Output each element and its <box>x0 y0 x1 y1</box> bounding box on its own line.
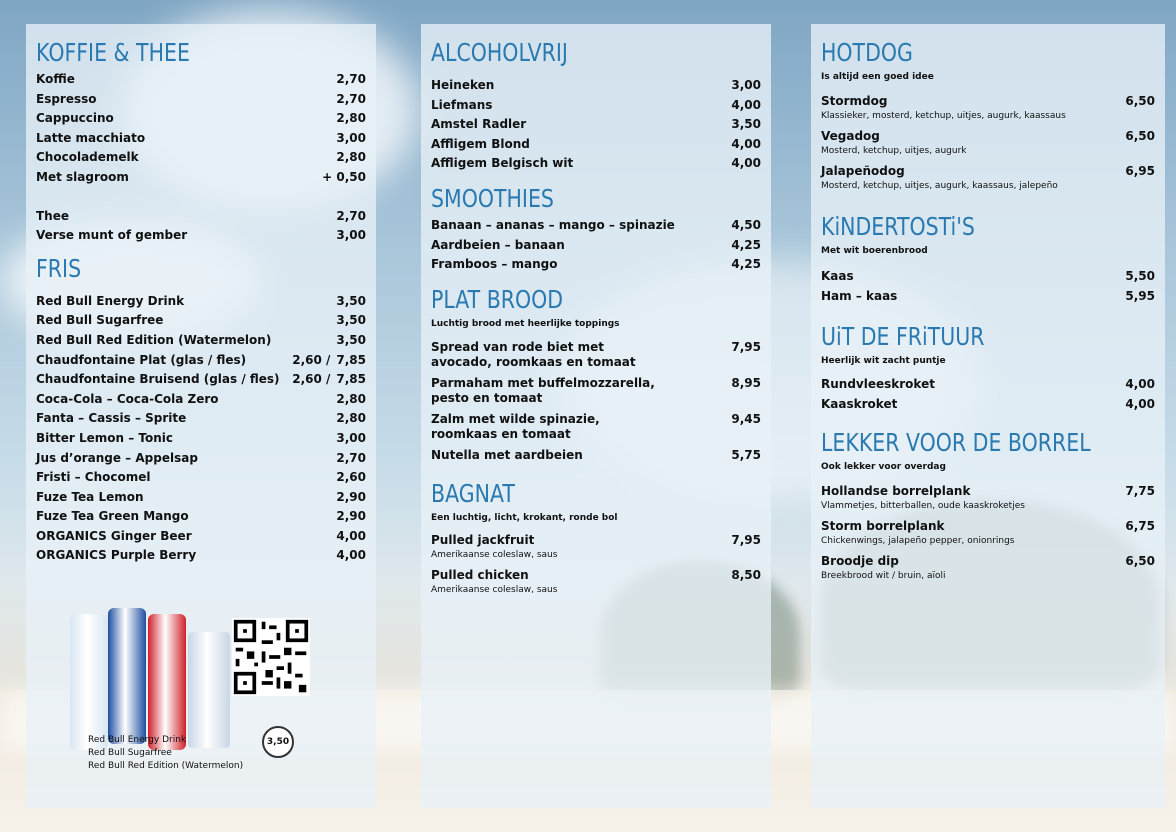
item-name: Spread van rode biet met avocado, roomkaas en tomaat <box>431 339 636 369</box>
item-name: Broodje dip <box>821 554 899 569</box>
item-price: 6,50 <box>1125 554 1155 569</box>
item-price: 2,90 <box>336 509 366 524</box>
item-price: 6,95 <box>1125 164 1155 178</box>
item-price: 3,00 <box>336 430 366 445</box>
item-price: 7,95 <box>731 532 761 547</box>
item-name: Jalapeñodog <box>821 164 905 178</box>
item-price: 2,70 <box>336 208 366 223</box>
menu-item <box>431 76 761 96</box>
item-price: 3,50 <box>336 313 366 328</box>
item-name: Met slagroom <box>36 169 129 184</box>
item-price: 7,95 <box>731 339 761 354</box>
item-name: Red Bull Red Edition (Watermelon) <box>36 332 272 347</box>
menu-list <box>36 70 366 188</box>
item-name: Parmaham met buffelmozzarella, pesto en tomaat <box>431 375 655 405</box>
menu-item <box>36 129 366 149</box>
menu-item <box>36 292 366 312</box>
item-name: ORGANICS Purple Berry <box>36 548 197 563</box>
item-description: Vlammetjes, bitterballen, oude kaaskroketjes <box>821 501 1025 512</box>
menu-list-multiline <box>431 340 761 463</box>
section-title-plat-brood: PLAT BROOD <box>431 284 564 314</box>
red-bull-cans-image <box>70 604 240 750</box>
item-price: 4,00 <box>731 97 761 112</box>
item-name: Bitter Lemon – Tonic <box>36 430 174 445</box>
menu-item <box>36 449 366 469</box>
item-price: 6,50 <box>1125 94 1155 108</box>
menu-item <box>431 340 761 370</box>
item-name: Red Bull Energy Drink <box>36 293 185 308</box>
item-name: Chaudfontaine Bruisend (glas / fles) <box>36 372 280 387</box>
item-price: 3,50 <box>336 332 366 347</box>
item-name: Banaan – ananas – mango – spinazie <box>431 217 675 232</box>
item-name: Fanta – Cassis – Sprite <box>36 411 187 426</box>
promo-line: Red Bull Red Edition (Watermelon) <box>88 761 244 771</box>
item-price: 5,95 <box>1125 288 1155 303</box>
item-price: 6,50 <box>1125 129 1155 143</box>
menu-list <box>821 375 1155 414</box>
item-price: 2,60 <box>336 470 366 485</box>
item-name: Chocolademelk <box>36 150 139 165</box>
item-price: 8,95 <box>731 375 761 390</box>
item-name: Zalm met wilde spinazie, roomkaas en tomaat <box>431 411 600 441</box>
item-name: ORGANICS Ginger Beer <box>36 528 192 543</box>
item-name: Thee <box>36 208 70 223</box>
item-description: Amerikaanse coleslaw, saus <box>431 549 558 560</box>
menu-item <box>36 331 366 351</box>
item-description: Amerikaanse coleslaw, saus <box>431 584 558 595</box>
item-price <box>292 351 366 371</box>
menu-item <box>431 154 761 174</box>
menu-item <box>821 163 1155 192</box>
item-price: 3,00 <box>731 78 761 92</box>
menu-item <box>431 96 761 116</box>
menu-list <box>821 267 1155 306</box>
section-subtitle: Luchtig brood met heerlijke toppings <box>431 318 620 329</box>
menu-item <box>36 148 366 168</box>
item-price: 3,00 <box>336 228 366 243</box>
menu-item <box>36 488 366 508</box>
menu-item <box>821 287 1155 307</box>
can-blue <box>108 608 146 744</box>
section-title-frituur: UiT DE FRiTUUR <box>821 322 985 352</box>
item-name: Chaudfontaine Plat (glas / fles) <box>36 352 247 367</box>
menu-item <box>36 468 366 488</box>
item-name: Verse munt of gember <box>36 228 188 243</box>
item-name: Pulled jackfruit <box>431 532 535 547</box>
item-price: 3,00 <box>336 130 366 145</box>
item-name: Kaaskroket <box>821 396 898 411</box>
section-title-borrel: LEKKER VOOR DE BORREL <box>821 428 1091 458</box>
item-price: 2,80 <box>336 150 366 165</box>
section-title-hotdog: HOTDOG <box>821 38 913 67</box>
menu-item <box>36 311 366 331</box>
menu-item <box>36 370 366 390</box>
item-name: Nutella met aardbeien <box>431 447 583 462</box>
item-description: Mosterd, ketchup, uitjes, augurk <box>821 146 967 156</box>
menu-column-3 <box>811 24 1165 808</box>
item-description: Mosterd, ketchup, uitjes, augurk, kaassaus, jalepeño <box>821 181 1058 191</box>
menu-item <box>821 375 1155 395</box>
menu-item <box>36 351 366 371</box>
menu-item-header <box>821 93 1155 110</box>
menu-item <box>821 553 1155 582</box>
item-price: 2,80 <box>336 411 366 426</box>
menu-item <box>431 236 761 256</box>
section-subtitle: Met wit boerenbrood <box>821 246 928 256</box>
menu-list <box>431 216 761 275</box>
menu-list-desc <box>821 93 1155 192</box>
item-price: 2,90 <box>336 489 366 504</box>
menu-item <box>36 207 366 227</box>
menu-item-header <box>821 128 1155 145</box>
promo-caption <box>88 734 243 773</box>
item-name: Latte macchiato <box>36 130 146 145</box>
menu-item-header <box>821 163 1155 180</box>
item-price: 4,00 <box>336 548 366 563</box>
item-price: 2,80 <box>336 111 366 126</box>
qr-code[interactable] <box>232 618 310 696</box>
section-subtitle: Heerlijk wit zacht puntje <box>821 356 946 367</box>
item-name: Storm borrelplank <box>821 519 945 534</box>
section-subtitle: Is altijd een goed idee <box>821 72 934 82</box>
item-name: Affligem Belgisch wit <box>431 156 574 171</box>
can-silver <box>70 614 108 750</box>
menu-item <box>36 70 366 90</box>
menu-item-header <box>821 518 1155 535</box>
promo-price-badge: 3,50 <box>262 726 294 758</box>
item-name: Pulled chicken <box>431 567 529 582</box>
section-title-alcoholvrij: ALCOHOLVRIJ <box>431 38 568 67</box>
menu-item <box>36 429 366 449</box>
item-name: Hollandse borrelplank <box>821 484 971 499</box>
menu-list-desc <box>431 532 761 596</box>
menu-item <box>36 90 366 110</box>
item-price: 4,00 <box>731 136 761 151</box>
menu-item <box>36 226 366 246</box>
menu-item <box>821 483 1155 512</box>
item-price: 7,75 <box>1125 484 1155 499</box>
menu-item <box>821 395 1155 415</box>
item-name: Red Bull Sugarfree <box>36 313 164 328</box>
menu-item-header <box>431 567 761 584</box>
section-subtitle: Ook lekker voor overdag <box>821 462 946 473</box>
menu-item <box>36 409 366 429</box>
item-name: Stormdog <box>821 94 888 108</box>
item-price-bottle: 7,85 <box>336 372 366 387</box>
item-description: Klassieker, mosterd, ketchup, uitjes, augurk, kaassaus <box>821 111 1066 121</box>
menu-item <box>36 546 366 566</box>
item-price: 4,25 <box>731 237 761 252</box>
item-price: 4,25 <box>731 257 761 272</box>
menu-item <box>431 216 761 236</box>
menu-item <box>821 128 1155 157</box>
menu-item <box>821 267 1155 287</box>
item-name: Ham – kaas <box>821 288 898 303</box>
item-price: 2,70 <box>336 450 366 465</box>
menu-item <box>431 376 761 406</box>
menu-item-header <box>431 532 761 549</box>
menu-item <box>431 255 761 275</box>
menu-list <box>431 76 761 174</box>
item-name: Aardbeien – banaan <box>431 237 565 252</box>
item-description: Breekbrood wit / bruin, aïoli <box>821 571 946 582</box>
menu-item <box>821 93 1155 122</box>
menu-item <box>36 109 366 129</box>
item-price: 3,50 <box>731 117 761 132</box>
item-name: Fuze Tea Green Mango <box>36 509 189 524</box>
item-name: Cappuccino <box>36 111 114 126</box>
item-price-bottle: 7,85 <box>336 352 366 367</box>
item-name: Vegadog <box>821 129 880 143</box>
menu-item-header <box>821 553 1155 570</box>
item-description: Chickenwings, jalapeño pepper, onionrings <box>821 536 1015 547</box>
menu-column-2 <box>421 24 771 808</box>
menu-item <box>36 507 366 527</box>
menu-item <box>431 567 761 596</box>
item-price: + 0,50 <box>322 169 366 184</box>
menu-list-desc <box>821 483 1155 582</box>
section-subtitle: Een luchtig, licht, krokant, ronde bol <box>431 512 618 523</box>
item-price: 4,00 <box>1125 377 1155 392</box>
item-price: 4,00 <box>336 528 366 543</box>
item-price: 8,50 <box>731 567 761 582</box>
item-price: 3,50 <box>336 293 366 308</box>
item-name: Jus d’orange – Appelsap <box>36 450 198 465</box>
section-title-bagnat: BAGNAT <box>431 478 515 508</box>
item-price: 9,45 <box>731 411 761 426</box>
item-price-glass: 2,60 / <box>292 372 331 387</box>
section-title-kindertosti: KiNDERTOSTi'S <box>821 212 975 241</box>
item-price: 4,50 <box>731 217 761 232</box>
item-name: Framboos – mango <box>431 257 558 272</box>
menu-item <box>431 532 761 561</box>
menu-item <box>36 390 366 410</box>
item-price <box>292 370 366 390</box>
glass <box>188 632 230 748</box>
can-red <box>148 614 186 750</box>
menu-item <box>821 518 1155 547</box>
menu-item <box>431 448 761 463</box>
item-price-glass: 2,60 / <box>292 352 331 367</box>
item-name: Amstel Radler <box>431 117 527 132</box>
menu-list <box>36 292 366 566</box>
menu-item-header <box>821 483 1155 500</box>
item-name: Fuze Tea Lemon <box>36 489 144 504</box>
item-price: 2,80 <box>336 391 366 406</box>
menu-item <box>36 168 366 188</box>
menu-item <box>431 135 761 155</box>
item-price: 2,70 <box>336 72 366 86</box>
menu-item <box>431 412 761 442</box>
item-name: Koffie <box>36 72 75 86</box>
section-title-fris: FRIS <box>36 253 82 283</box>
item-price: 2,70 <box>336 91 366 106</box>
item-price: 5,75 <box>731 447 761 462</box>
item-name: Espresso <box>36 91 97 106</box>
promo-line: Red Bull Energy Drink <box>88 735 187 745</box>
item-price: 5,50 <box>1125 269 1155 283</box>
item-price: 4,00 <box>731 156 761 171</box>
item-name: Fristi – Chocomel <box>36 470 151 485</box>
section-title-koffie: KOFFIE & THEE <box>36 38 190 67</box>
section-title-smoothies: SMOOTHIES <box>431 183 554 213</box>
menu-list <box>36 207 366 246</box>
item-price: 6,75 <box>1125 519 1155 534</box>
promo-line: Red Bull Sugarfree <box>88 748 172 758</box>
item-name: Liefmans <box>431 97 493 112</box>
item-name: Coca-Cola – Coca-Cola Zero <box>36 391 219 406</box>
menu-item <box>431 115 761 135</box>
item-name: Rundvleeskroket <box>821 377 935 392</box>
item-price: 4,00 <box>1125 396 1155 411</box>
menu-item <box>36 527 366 547</box>
item-name: Kaas <box>821 269 854 283</box>
item-name: Heineken <box>431 78 495 92</box>
item-name: Affligem Blond <box>431 136 530 151</box>
